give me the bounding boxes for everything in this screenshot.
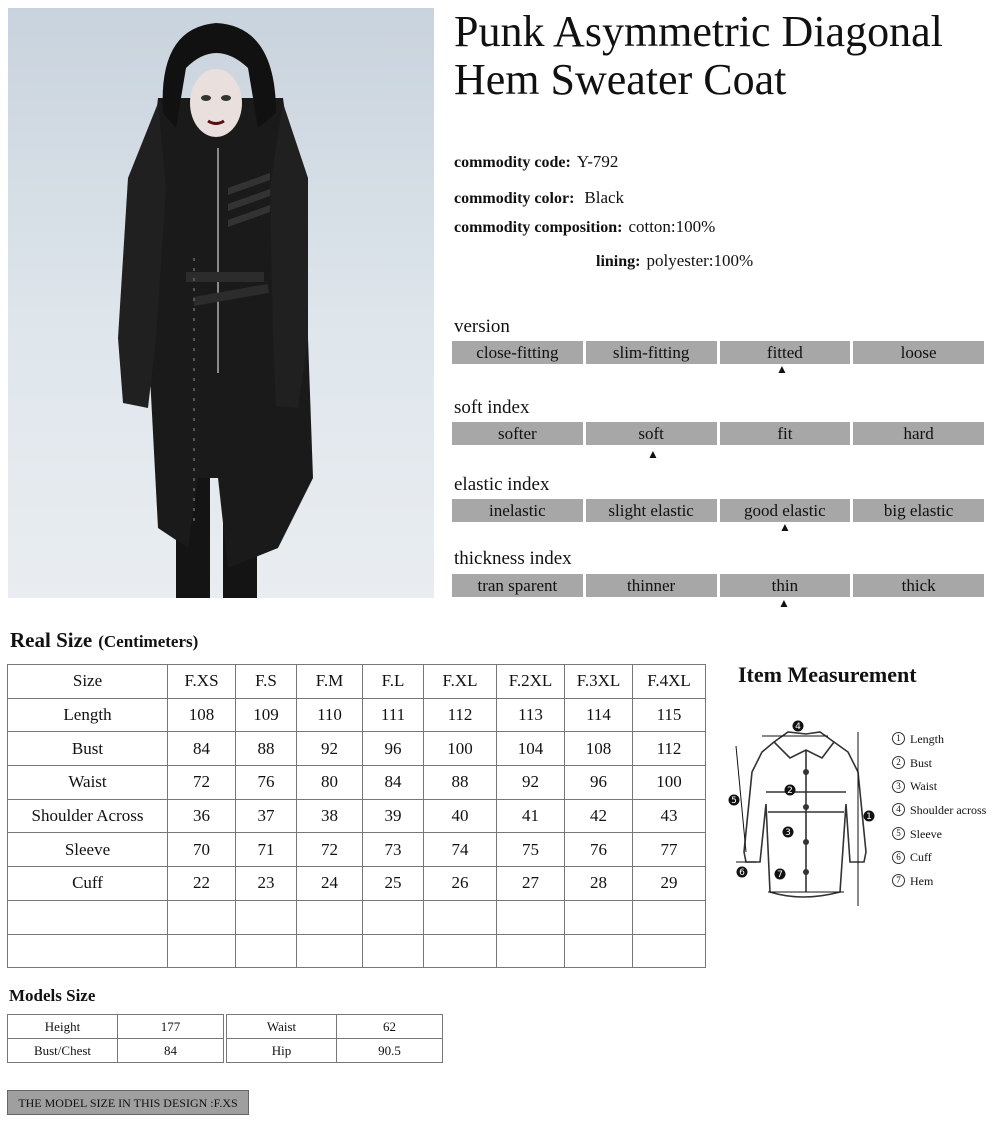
- table-cell: 104: [497, 732, 565, 766]
- soft-index-option: softer: [452, 422, 583, 445]
- table-cell: 100: [633, 766, 706, 800]
- table-cell: 72: [297, 833, 363, 867]
- table-cell: 100: [424, 732, 497, 766]
- svg-text:2: 2: [787, 786, 793, 796]
- table-row: [8, 698, 706, 732]
- table-cell: 36: [168, 799, 236, 833]
- legend-item: [892, 845, 986, 869]
- table-cell: 27: [497, 867, 565, 901]
- thickness-index-bar: [452, 574, 984, 597]
- table-header-cell: F.S: [236, 665, 297, 699]
- table-cell: [363, 934, 424, 968]
- real-size-unit: (Centimeters): [98, 632, 199, 651]
- model-size-note: THE MODEL SIZE IN THIS DESIGN :F.XS: [7, 1090, 249, 1115]
- table-row: [8, 799, 706, 833]
- table-header-cell: F.XS: [168, 665, 236, 699]
- commodity-color-label: commodity color:: [454, 190, 575, 207]
- table-cell: 84: [168, 732, 236, 766]
- legend-label: Waist: [910, 779, 938, 794]
- legend-number: 5: [892, 827, 905, 840]
- thickness-index-option: tran sparent: [452, 574, 583, 597]
- table-cell: 80: [297, 766, 363, 800]
- commodity-composition-label: commodity composition:: [454, 219, 623, 236]
- table-row: [8, 833, 706, 867]
- legend-number: 3: [892, 780, 905, 793]
- table-header-cell: F.2XL: [497, 665, 565, 699]
- thickness-index-marker: ▲: [778, 596, 790, 610]
- legend-item: [892, 727, 986, 751]
- table-cell: 42: [565, 799, 633, 833]
- table-cell: [168, 934, 236, 968]
- model-measure-value: 90.5: [337, 1039, 443, 1063]
- table-row: [8, 934, 706, 968]
- table-cell: [236, 934, 297, 968]
- soft-index-option: soft: [586, 422, 717, 445]
- version-marker: ▲: [776, 362, 788, 376]
- version-option: slim-fitting: [586, 341, 717, 364]
- model-measure-label: Bust/Chest: [8, 1039, 118, 1063]
- table-row: [8, 867, 706, 901]
- svg-text:5: 5: [731, 796, 737, 806]
- table-row: [8, 1039, 224, 1063]
- elastic-index-bar: [452, 499, 984, 522]
- table-cell: 111: [363, 698, 424, 732]
- row-label-cell: Sleeve: [8, 833, 168, 867]
- table-cell: 109: [236, 698, 297, 732]
- legend-number: 4: [892, 803, 905, 816]
- table-cell: 77: [633, 833, 706, 867]
- table-cell: 84: [363, 766, 424, 800]
- table-cell: 41: [497, 799, 565, 833]
- table-cell: [297, 900, 363, 934]
- legend-label: Bust: [910, 755, 933, 770]
- table-cell: 74: [424, 833, 497, 867]
- table-row: [8, 900, 706, 934]
- commodity-color-value: Black: [584, 188, 625, 207]
- row-label-cell: Cuff: [8, 867, 168, 901]
- product-title: Punk Asymmetric Diagonal Hem Sweater Coat: [454, 7, 943, 104]
- legend-item: [892, 869, 986, 893]
- legend-label: Hem: [910, 873, 934, 888]
- table-header-row: [8, 665, 706, 699]
- table-cell: 88: [236, 732, 297, 766]
- soft-index-marker: ▲: [647, 447, 659, 461]
- table-cell: 75: [497, 833, 565, 867]
- legend-label: Sleeve: [910, 826, 942, 841]
- model-measure-label: Waist: [227, 1015, 337, 1039]
- legend-item: [892, 774, 986, 798]
- thickness-index-option: thin: [720, 574, 851, 597]
- soft-index-option: fit: [720, 422, 851, 445]
- table-cell: [633, 900, 706, 934]
- commodity-color: [454, 188, 624, 208]
- table-cell: 26: [424, 867, 497, 901]
- soft-index-bar: [452, 422, 984, 445]
- table-cell: 43: [633, 799, 706, 833]
- table-row: [8, 766, 706, 800]
- models-size-table-right: [226, 1014, 443, 1063]
- table-cell: 23: [236, 867, 297, 901]
- table-cell: [565, 934, 633, 968]
- soft-index-label: soft index: [454, 397, 530, 418]
- version-label: version: [454, 316, 510, 337]
- table-cell: 115: [633, 698, 706, 732]
- real-size-title: [10, 628, 198, 653]
- models-size-title: Models Size: [9, 986, 96, 1005]
- commodity-code: [454, 152, 618, 172]
- table-cell: 108: [565, 732, 633, 766]
- legend-number: 1: [892, 732, 905, 745]
- soft-index-option: hard: [853, 422, 984, 445]
- table-cell: 113: [497, 698, 565, 732]
- legend-label: Length: [910, 731, 944, 746]
- table-cell: [565, 900, 633, 934]
- commodity-code-label: commodity code:: [454, 154, 571, 171]
- row-label-cell: Bust: [8, 732, 168, 766]
- elastic-index-label: elastic index: [454, 474, 550, 495]
- version-option: loose: [853, 341, 984, 364]
- model-measure-value: 177: [118, 1015, 224, 1039]
- legend-item: [892, 751, 986, 775]
- table-header-cell: F.4XL: [633, 665, 706, 699]
- table-cell: 71: [236, 833, 297, 867]
- table-cell: [497, 900, 565, 934]
- table-cell: [363, 900, 424, 934]
- table-cell: [424, 900, 497, 934]
- table-cell: 114: [565, 698, 633, 732]
- table-header-cell: F.3XL: [565, 665, 633, 699]
- lining-label: lining:: [596, 253, 641, 270]
- legend-number: 2: [892, 756, 905, 769]
- coat-diagram: [722, 712, 882, 912]
- legend-number: 6: [892, 851, 905, 864]
- table-cell: 29: [633, 867, 706, 901]
- row-label-cell: Length: [8, 698, 168, 732]
- table-header-cell: Size: [8, 665, 168, 699]
- table-cell: 112: [424, 698, 497, 732]
- table-row: [8, 1015, 224, 1039]
- legend-label: Cuff: [910, 850, 932, 865]
- models-size-table-left: [7, 1014, 224, 1063]
- table-header-cell: F.XL: [424, 665, 497, 699]
- table-cell: 72: [168, 766, 236, 800]
- lining-value: polyester:100%: [646, 251, 754, 270]
- table-cell: 76: [565, 833, 633, 867]
- commodity-composition-value: cotton:100%: [628, 217, 716, 236]
- table-cell: [168, 900, 236, 934]
- table-cell: [297, 934, 363, 968]
- table-cell: 40: [424, 799, 497, 833]
- lining: [596, 251, 753, 271]
- svg-text:7: 7: [777, 870, 783, 880]
- model-measure-label: Height: [8, 1015, 118, 1039]
- real-size-heading: Real Size: [10, 628, 93, 652]
- elastic-index-option: inelastic: [452, 499, 583, 522]
- table-cell: 70: [168, 833, 236, 867]
- table-cell: 96: [565, 766, 633, 800]
- table-header-cell: F.M: [297, 665, 363, 699]
- product-photo: [8, 8, 434, 598]
- table-cell: [424, 934, 497, 968]
- row-label-cell: [8, 900, 168, 934]
- svg-text:6: 6: [739, 868, 745, 878]
- table-cell: 24: [297, 867, 363, 901]
- legend-label: Shoulder across: [910, 802, 987, 817]
- version-bar: [452, 341, 984, 364]
- legend-item: [892, 798, 986, 822]
- measurement-legend: [892, 727, 986, 893]
- commodity-code-value: Y-792: [576, 152, 619, 171]
- table-cell: [633, 934, 706, 968]
- legend-number: 7: [892, 874, 905, 887]
- model-measure-label: Hip: [227, 1039, 337, 1063]
- table-cell: 76: [236, 766, 297, 800]
- svg-text:3: 3: [785, 828, 791, 838]
- table-cell: 73: [363, 833, 424, 867]
- table-cell: 110: [297, 698, 363, 732]
- version-option: close-fitting: [452, 341, 583, 364]
- table-row: [227, 1039, 443, 1063]
- model-measure-value: 62: [337, 1015, 443, 1039]
- row-label-cell: Waist: [8, 766, 168, 800]
- elastic-index-marker: ▲: [779, 520, 791, 534]
- table-cell: 96: [363, 732, 424, 766]
- table-cell: 39: [363, 799, 424, 833]
- thickness-index-option: thick: [853, 574, 984, 597]
- elastic-index-option: big elastic: [853, 499, 984, 522]
- row-label-cell: Shoulder Across: [8, 799, 168, 833]
- row-label-cell: [8, 934, 168, 968]
- svg-text:4: 4: [795, 722, 801, 732]
- legend-item: [892, 822, 986, 846]
- model-measure-value: 84: [118, 1039, 224, 1063]
- table-cell: 37: [236, 799, 297, 833]
- table-header-cell: F.L: [363, 665, 424, 699]
- thickness-index-option: thinner: [586, 574, 717, 597]
- elastic-index-option: good elastic: [720, 499, 851, 522]
- real-size-table: [7, 664, 706, 968]
- table-cell: 108: [168, 698, 236, 732]
- table-cell: 88: [424, 766, 497, 800]
- table-cell: 112: [633, 732, 706, 766]
- table-cell: 22: [168, 867, 236, 901]
- table-row: [8, 732, 706, 766]
- thickness-index-label: thickness index: [454, 548, 572, 569]
- table-cell: 92: [497, 766, 565, 800]
- table-cell: 28: [565, 867, 633, 901]
- table-cell: [236, 900, 297, 934]
- table-cell: 92: [297, 732, 363, 766]
- table-cell: [497, 934, 565, 968]
- version-option: fitted: [720, 341, 851, 364]
- item-measurement-title: Item Measurement: [738, 662, 917, 687]
- elastic-index-option: slight elastic: [586, 499, 717, 522]
- table-row: [227, 1015, 443, 1039]
- svg-text:1: 1: [866, 812, 872, 822]
- table-cell: 38: [297, 799, 363, 833]
- commodity-composition: [454, 217, 715, 237]
- table-cell: 25: [363, 867, 424, 901]
